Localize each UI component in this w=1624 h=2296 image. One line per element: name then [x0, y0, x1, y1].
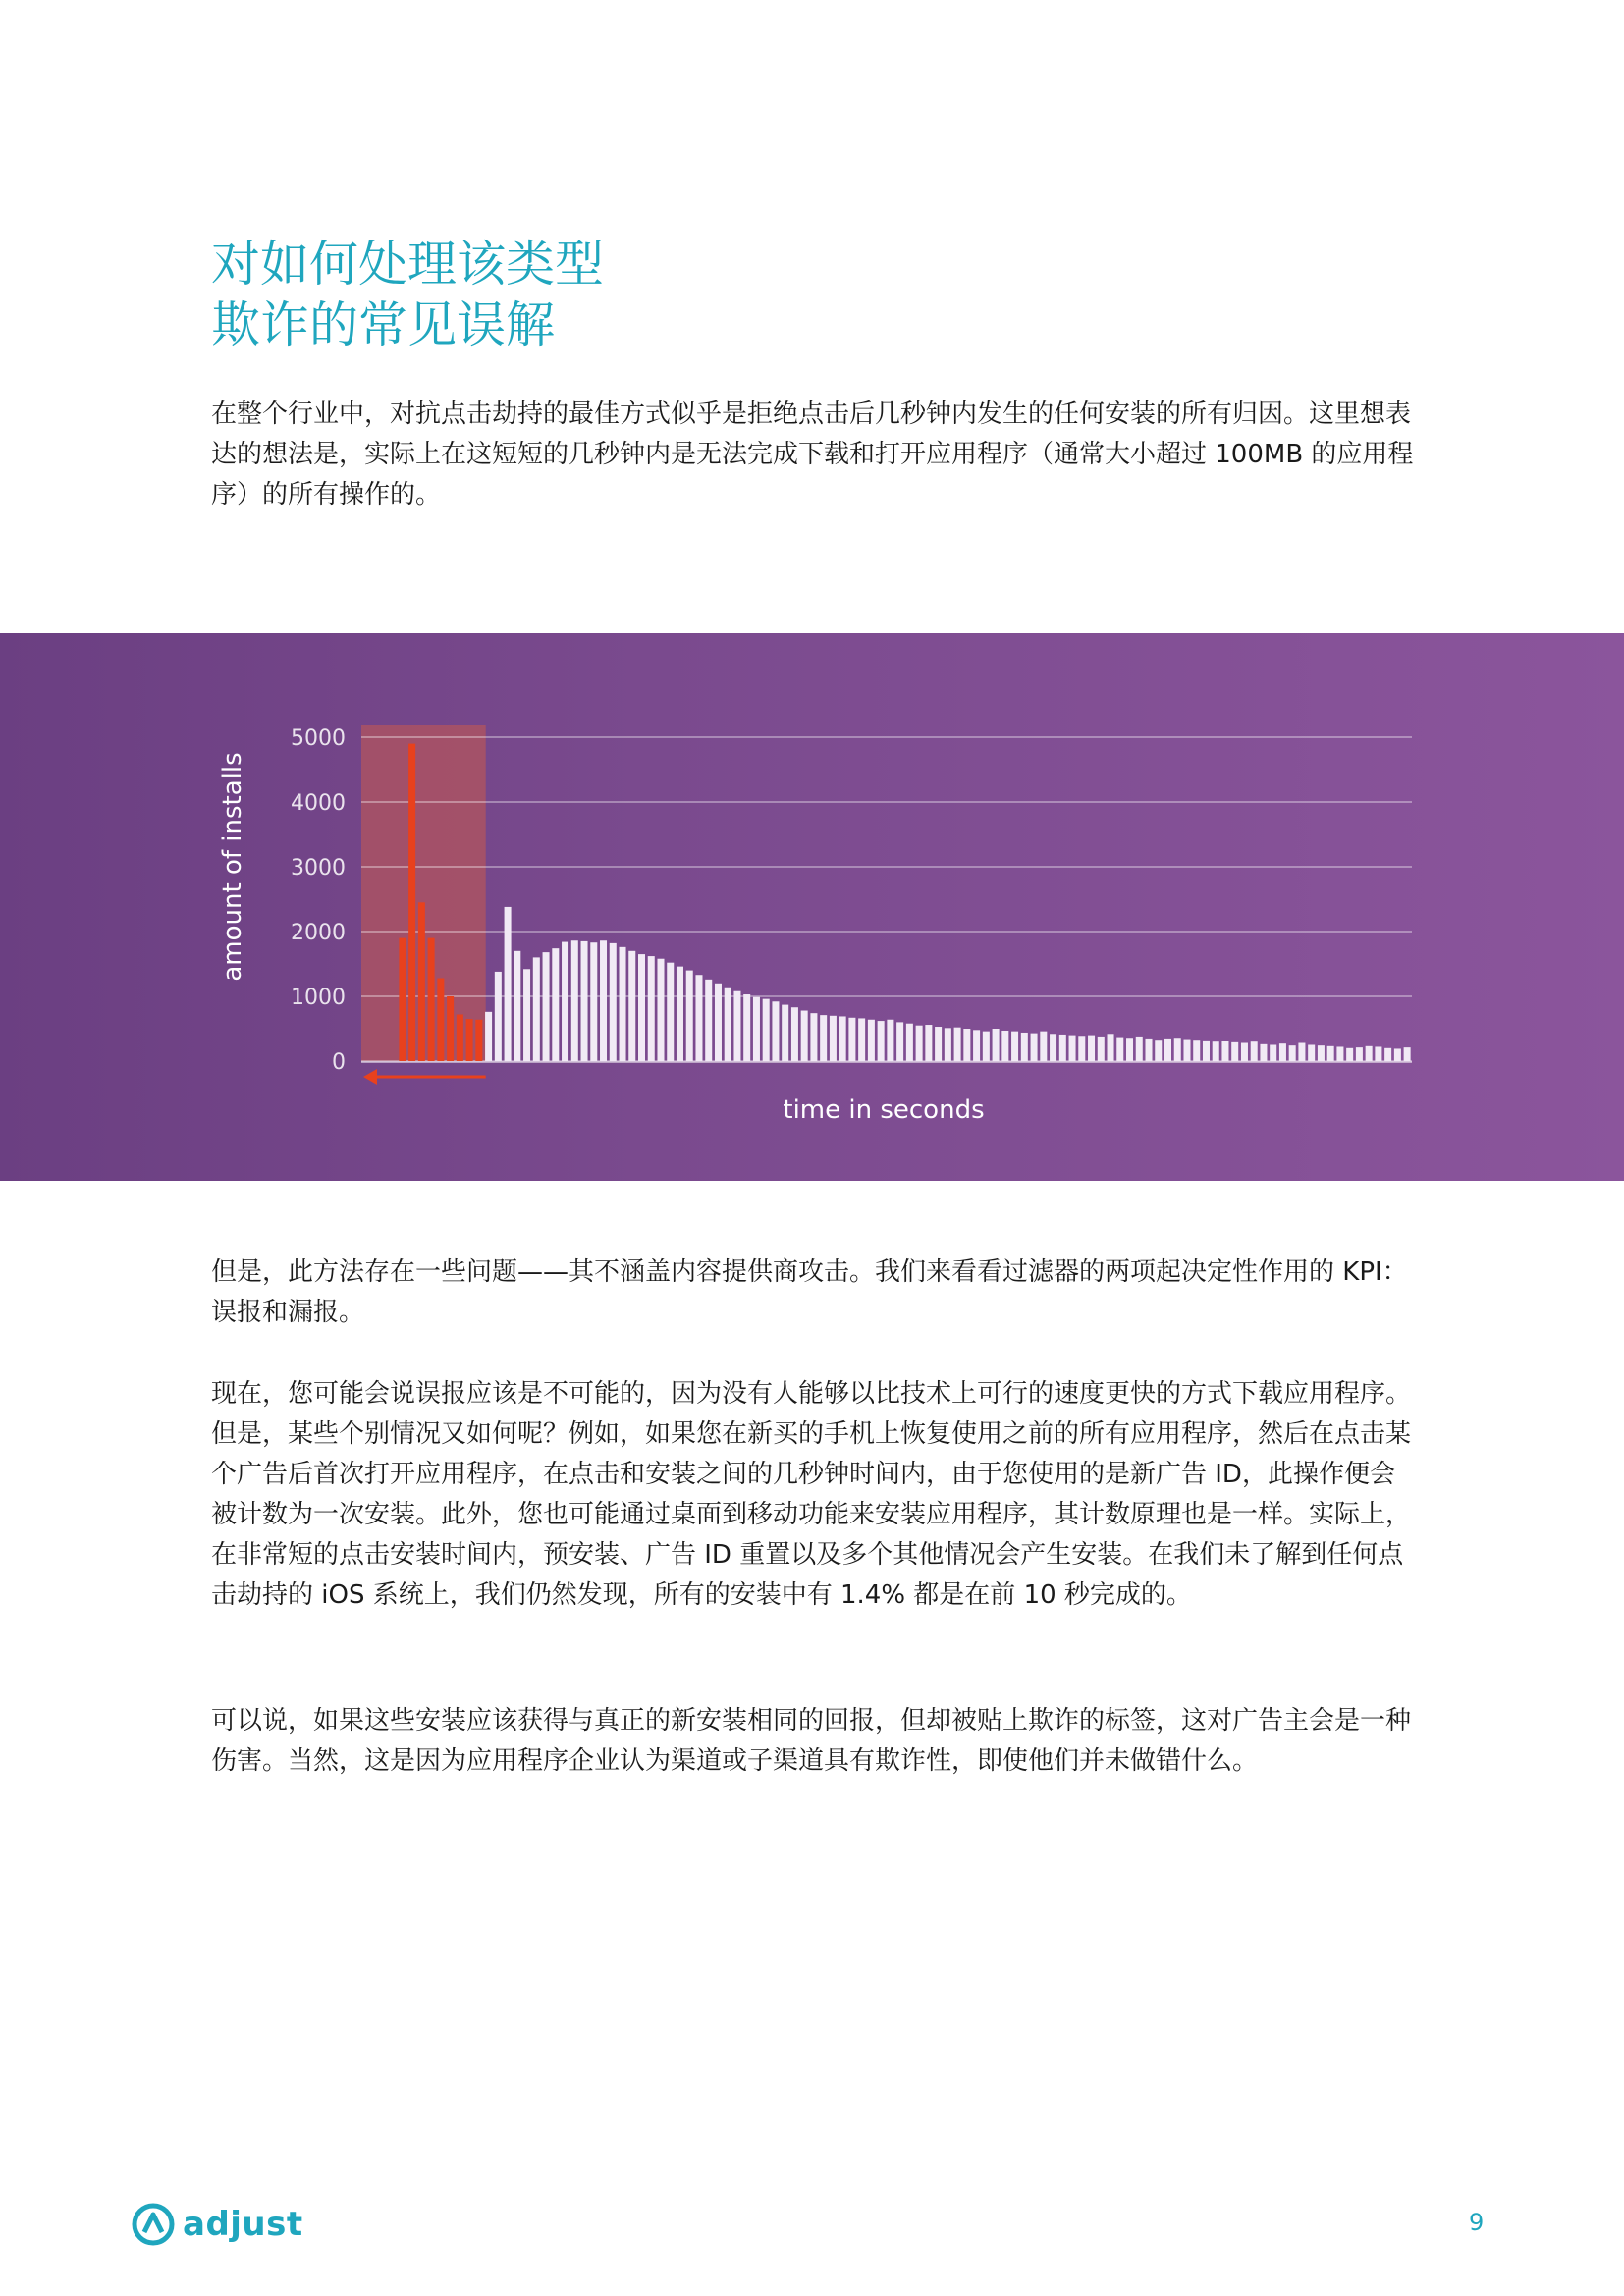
bar: [1098, 1037, 1105, 1061]
bar: [686, 971, 693, 1061]
bar: [543, 952, 550, 1061]
bar: [1346, 1048, 1353, 1061]
bar: [648, 956, 655, 1061]
bar: [1108, 1034, 1114, 1061]
bar: [705, 980, 712, 1061]
bar: [638, 954, 645, 1061]
bar: [1040, 1032, 1047, 1061]
bar: [954, 1028, 961, 1061]
bar: [1136, 1037, 1143, 1061]
bar: [505, 907, 512, 1061]
y-tick-label: 4000: [291, 791, 346, 816]
bar: [993, 1029, 1000, 1061]
bar: [667, 963, 674, 1061]
bar: [562, 942, 568, 1061]
false-positive-paragraph: 现在，您可能会说误报应该是不可能的，因为没有人能够以比技术上可行的速度更快的方式下载应用程序。但是，某些个别情况又如何呢？例如，如果您在新买的手机上恢复使用之前的所有应用程序，然后在点击某个广告后首次打开应用程序，在点击和安装之间的几秒钟时间内，由于您使用的是新广告 ID，此操作便会被计数为一次安装。此外，您也可能通过桌面到移动功能来安装应用程序，其计数原理也是一样。实际上，在非常短的点击安装时间内，预安装、广告 ID 重置以及多个其他情况会产生安装。在我们未了解到任何点击劫持的 iOS 系统上，我们仍然发现，所有的安装中有 1.4% 都是在前 10 秒完成的。: [211, 1379, 1412, 1610]
bar: [1155, 1040, 1162, 1061]
bar: [1394, 1048, 1401, 1061]
bar: [514, 951, 520, 1061]
bar: [1011, 1032, 1018, 1061]
highlighted-bar: [408, 744, 415, 1061]
y-tick-label: 3000: [291, 856, 346, 881]
bar: [925, 1025, 932, 1061]
highlighted-bar: [418, 902, 425, 1061]
highlighted-bar: [475, 1020, 482, 1061]
bar: [791, 1007, 798, 1061]
bar: [887, 1020, 893, 1061]
bar: [600, 940, 607, 1061]
bar: [1088, 1036, 1095, 1061]
bar: [1145, 1039, 1152, 1061]
bar: [1336, 1046, 1343, 1061]
bar: [973, 1030, 980, 1061]
bar: [1059, 1035, 1066, 1061]
highlighted-bar: [466, 1019, 473, 1061]
bar: [1308, 1045, 1315, 1062]
bar: [1183, 1040, 1190, 1061]
bar: [1270, 1045, 1276, 1062]
adjust-logo: [132, 2202, 303, 2247]
x-axis-label: time in seconds: [783, 1095, 985, 1125]
y-tick-label: 2000: [291, 921, 346, 945]
bar: [1164, 1039, 1171, 1061]
page-title: [211, 234, 1389, 355]
bar: [868, 1020, 875, 1061]
bar: [878, 1021, 885, 1061]
bar: [1050, 1034, 1056, 1061]
bar: [657, 959, 664, 1061]
bar: [523, 969, 530, 1061]
bar: [725, 988, 731, 1061]
chart-band: [0, 633, 1624, 1181]
bar: [715, 984, 722, 1061]
conclusion-paragraph: 可以说，如果这些安装应该获得与真正的新安装相同的回报，但却被贴上欺诈的标签，这对广告主会是一种伤害。当然，这是因为应用程序企业认为渠道或子渠道具有欺诈性，即使他们并未做错什么。: [211, 1706, 1412, 1776]
bar: [1318, 1045, 1325, 1061]
y-tick-label: 0: [332, 1050, 346, 1075]
bar: [1069, 1036, 1076, 1061]
bar: [1031, 1034, 1038, 1061]
bar: [1116, 1038, 1123, 1061]
bar: [801, 1011, 808, 1061]
bar: [935, 1027, 942, 1061]
bar: [1366, 1046, 1373, 1061]
bar: [963, 1029, 970, 1061]
installs-chart: [0, 633, 1624, 1181]
bar: [848, 1018, 855, 1061]
bar: [552, 948, 559, 1061]
bar: [1126, 1038, 1133, 1061]
page-title-line1: 对如何处理该类型: [211, 236, 604, 293]
bar: [916, 1026, 923, 1061]
bar: [983, 1032, 990, 1061]
bar: [1327, 1046, 1334, 1061]
bar: [1021, 1033, 1028, 1061]
bar: [1356, 1047, 1363, 1061]
page-title-line2: 欺诈的常见误解: [211, 296, 555, 353]
bar: [782, 1005, 788, 1061]
bar: [1213, 1041, 1219, 1061]
y-tick-label: 5000: [291, 726, 346, 751]
bar: [763, 999, 770, 1061]
bar: [772, 1001, 779, 1061]
bar: [810, 1013, 817, 1061]
bar: [620, 947, 626, 1061]
bar: [628, 951, 635, 1061]
adjust-logo-icon: [132, 2203, 175, 2246]
bar: [830, 1016, 837, 1061]
y-tick-label: 1000: [291, 986, 346, 1010]
page-number: 9: [1469, 2209, 1485, 2236]
bar: [1404, 1047, 1411, 1061]
bar: [858, 1018, 865, 1061]
bar: [571, 940, 578, 1061]
bar: [677, 967, 683, 1061]
bar: [945, 1028, 951, 1061]
bar: [1298, 1043, 1305, 1061]
bar: [1241, 1043, 1248, 1061]
bar: [896, 1022, 903, 1061]
bar: [1001, 1031, 1008, 1061]
bar: [1174, 1038, 1181, 1061]
bar: [1221, 1041, 1228, 1061]
bar: [1384, 1048, 1391, 1061]
bar: [485, 1012, 492, 1061]
bar: [743, 994, 750, 1061]
bar: [495, 972, 502, 1061]
bar: [610, 943, 617, 1061]
intro-paragraph: 在整个行业中，对抗点击劫持的最佳方式似乎是拒绝点击后几秒钟内发生的任何安装的所有归因。这里想表达的想法是，实际上在这短短的几秒钟内是无法完成下载和打开应用程序（通常大小超过 100MB 的应用程序）的所有操作的。: [211, 400, 1414, 509]
highlighted-bar: [447, 996, 454, 1061]
bar: [1260, 1044, 1267, 1061]
bar: [839, 1016, 846, 1061]
highlighted-bar: [399, 938, 406, 1061]
adjust-wordmark: adjust: [183, 2205, 303, 2244]
bar: [581, 941, 588, 1061]
bar: [590, 942, 597, 1061]
bar: [753, 997, 760, 1061]
bar: [1375, 1046, 1381, 1061]
bar: [1231, 1042, 1238, 1061]
bar: [695, 975, 702, 1061]
bar: [1251, 1041, 1258, 1061]
bar: [820, 1015, 827, 1061]
bar: [1289, 1045, 1296, 1061]
filter-window-arrow-head: [363, 1069, 377, 1085]
highlighted-bar: [428, 938, 435, 1061]
bar: [733, 991, 740, 1061]
bar: [906, 1024, 913, 1061]
highlighted-bar: [437, 979, 444, 1061]
bar: [1279, 1043, 1286, 1061]
bar: [1078, 1036, 1085, 1061]
y-axis-label: amount of installs: [218, 752, 247, 982]
highlighted-bar: [457, 1014, 463, 1061]
bar: [533, 957, 540, 1061]
problem-paragraph: 但是，此方法存在一些问题——其不涵盖内容提供商攻击。我们来看看过滤器的两项起决定性作用的 KPI：误报和漏报。: [211, 1257, 1408, 1327]
bar: [1193, 1040, 1200, 1061]
bar: [1203, 1041, 1210, 1061]
